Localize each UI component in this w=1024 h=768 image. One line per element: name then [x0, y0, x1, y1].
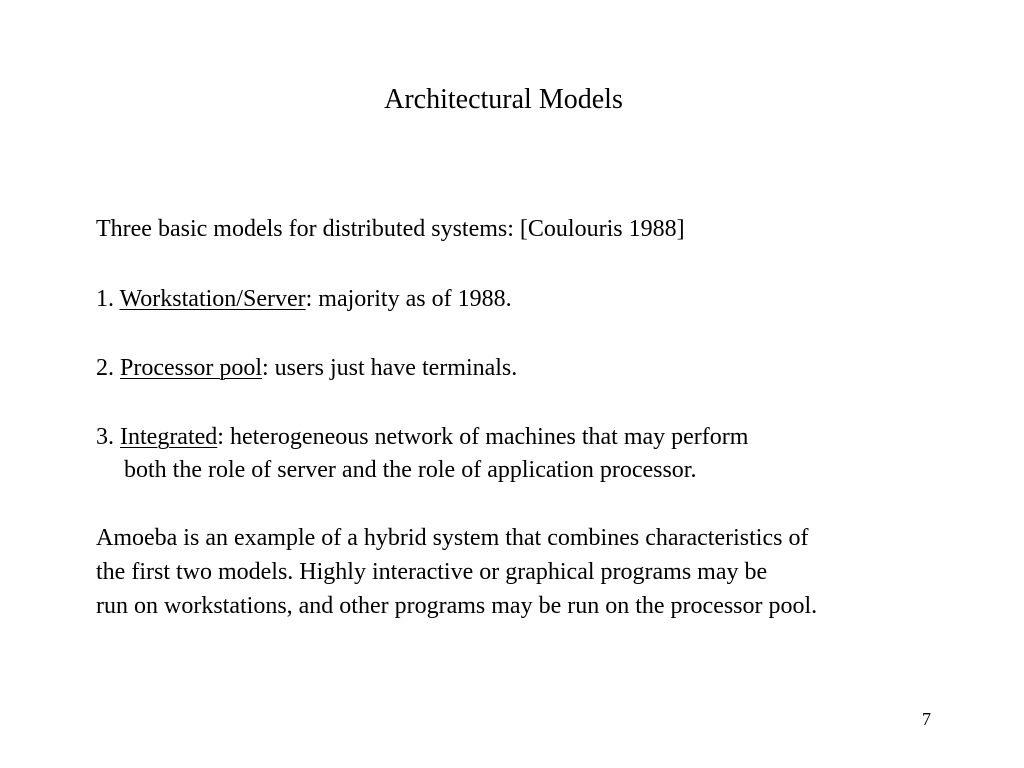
list-item-term: Processor pool: [120, 355, 262, 381]
list-item-integrated: [96, 420, 748, 454]
paragraph-line-3: run on workstations, and other programs may be run on the processor pool.: [96, 593, 818, 619]
list-item-workstation-server: [96, 282, 512, 316]
paragraph-line-1: Amoeba is an example of a hybrid system that combines characteristics of: [96, 525, 809, 551]
paragraph-line-2: the first two models. Highly interactive or graphical programs may be: [96, 559, 768, 585]
list-item-continuation: both the role of server and the role of application processor.: [124, 457, 697, 483]
list-item-description: : users just have terminals.: [261, 355, 518, 381]
list-item-number: 3.: [96, 424, 120, 450]
list-item-number: 1.: [96, 286, 120, 312]
list-item-description: : heterogeneous network of machines that may perform: [217, 424, 749, 450]
page-number: 7: [922, 709, 931, 729]
list-item-processor-pool: [96, 351, 517, 385]
list-item-description: : majority as of 1988.: [305, 286, 512, 312]
slide-title: Architectural Models: [384, 84, 623, 115]
list-item-number: 2.: [96, 355, 120, 381]
intro-line: Three basic models for distributed systems: [Coulouris 1988]: [96, 216, 685, 242]
list-item-term: Workstation/Server: [119, 286, 306, 312]
list-item-term: Integrated: [120, 424, 218, 450]
